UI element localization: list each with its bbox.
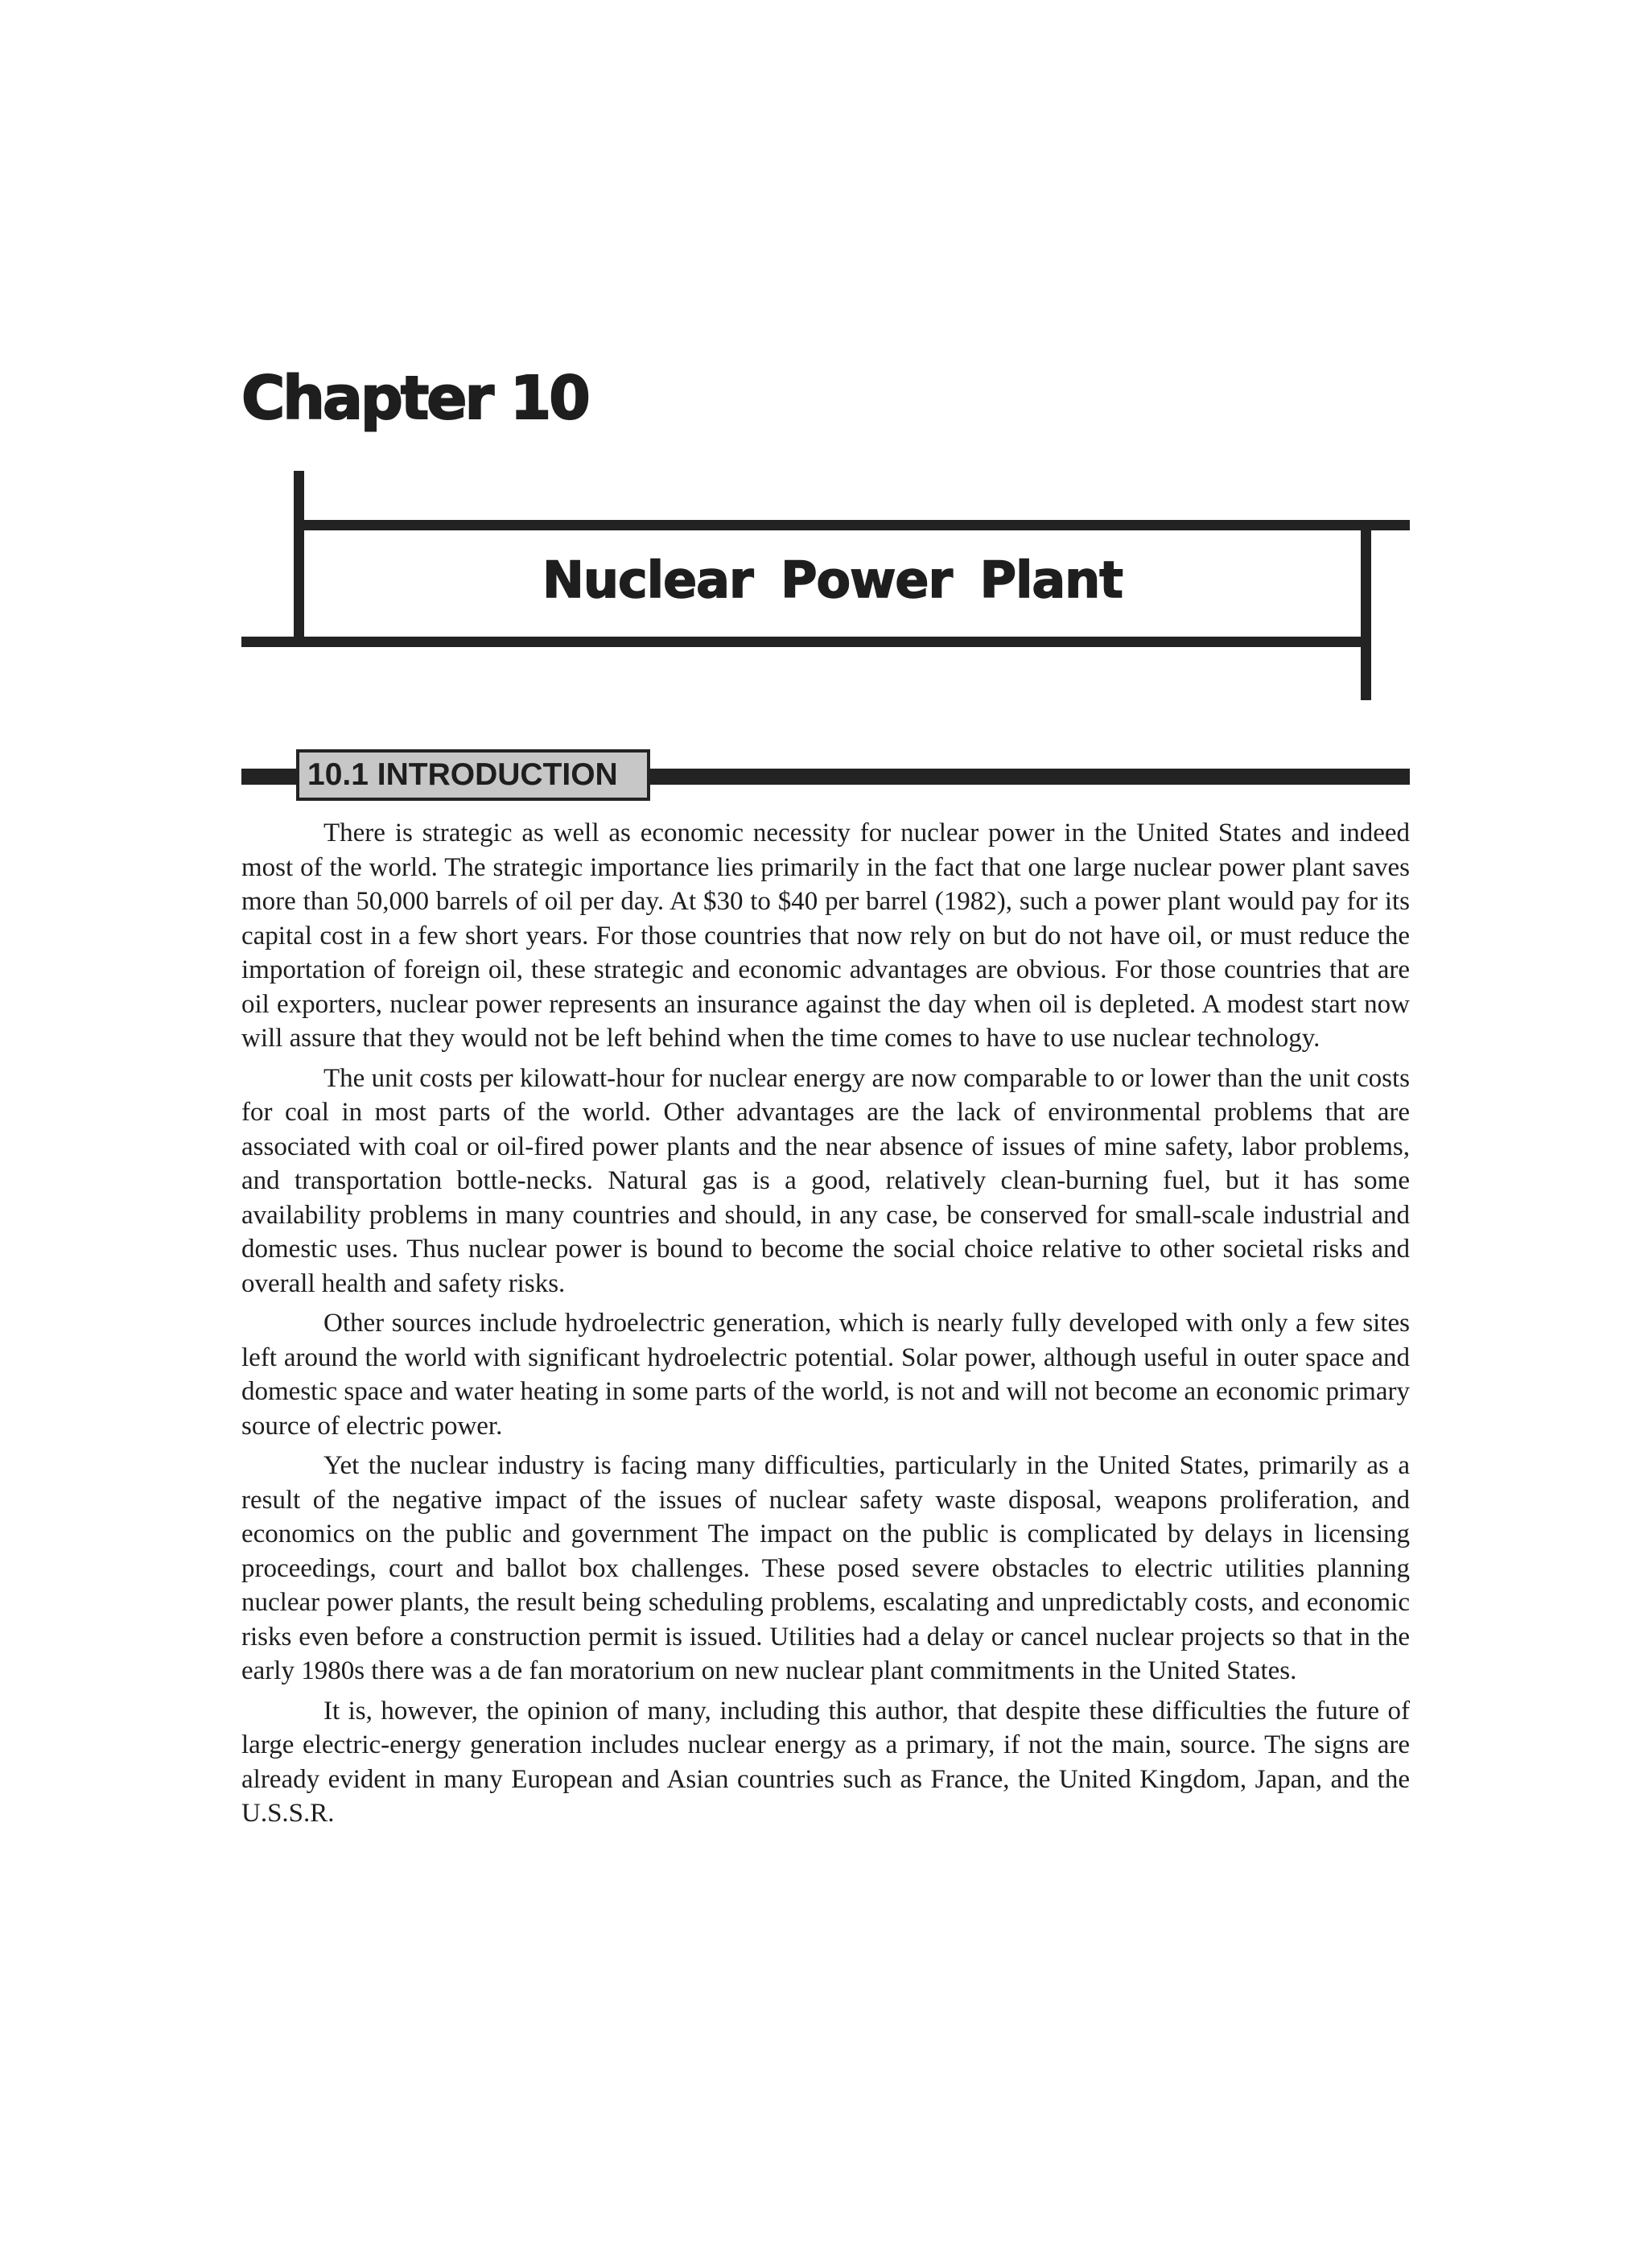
paragraph: Other sources include hydroelectric generation, which is nearly fully developed with only a few sites left around the world with significant hydroelectric potential. Solar power, although useful in outer space and domestic space and water heating in some parts of the world, is not and will not become an economic primary source of electric power. (241, 1309, 1410, 1441)
title-frame-top-bar (294, 520, 1410, 530)
section-heading: 10.1 INTRODUCTION (296, 749, 650, 801)
paragraph: It is, however, the opinion of many, including this author, that despite these difficulties the future of large electric-energy generation includes nuclear energy as a primary, if not the main, source. The signs are already evident in many European and Asian countries such as France, the United Kingdom, Japan, and the U.S.S.R. (241, 1696, 1410, 1828)
title-frame-left-bar (294, 471, 304, 640)
title-frame-right-bar (1361, 520, 1371, 700)
title-frame-bottom-bar (241, 637, 1371, 647)
paragraph: The unit costs per kilowatt-hour for nuclear energy are now comparable to or lower than the unit costs for coal in most parts of the world. Other advantages are the lack of environmental problems that are associated with coal or oil-fired power plants and the near absence of issues of mine safety, labor problems, and transportation bottle-necks. Natural gas is a good, relatively clean-burning fuel, but it has some availability problems in many countries and should, in any case, be conserved for small-scale industrial and domestic uses. Thus nuclear power is bound to become the social choice relative to other societal risks and overall health and safety risks. (241, 1063, 1410, 1298)
body-text (241, 816, 1410, 1837)
paragraph: Yet the nuclear industry is facing many difficulties, particularly in the United States, primarily as a result of the negative impact of the issues of nuclear safety waste disposal, weapons proliferation, and economics on the public and government The impact on the public is complicated by delays in licensing proceedings, court and ballot box challenges. These posed severe obstacles to electric utilities planning nuclear power plants, the result being scheduling problems, escalating and unpredictably costs, and economic risks even before a construction permit is issued. Utilities had a delay or cancel nuclear projects so that in the early 1980s there was a de fan moratorium on new nuclear plant commitments in the United States. (241, 1451, 1410, 1685)
chapter-title: Nuclear Power Plant (542, 551, 1123, 609)
chapter-label: Chapter 10 (241, 364, 588, 433)
paragraph: There is strategic as well as economic necessity for nuclear power in the United States and indeed most of the world. The strategic importance lies primarily in the fact that one large nuclear power plant saves more than 50,000 barrels of oil per day. At $30 to $40 per barrel (1982), such a power plant would pay for its capital cost in a few short years. For those countries that now rely on but do not have oil, or must reduce the importation of foreign oil, these strategic and economic advantages are obvious. For those countries that are oil exporters, nuclear power represents an insurance against the day when oil is depleted. A modest start now will assure that they would not be left behind when the time comes to have to use nuclear technology. (241, 819, 1410, 1053)
